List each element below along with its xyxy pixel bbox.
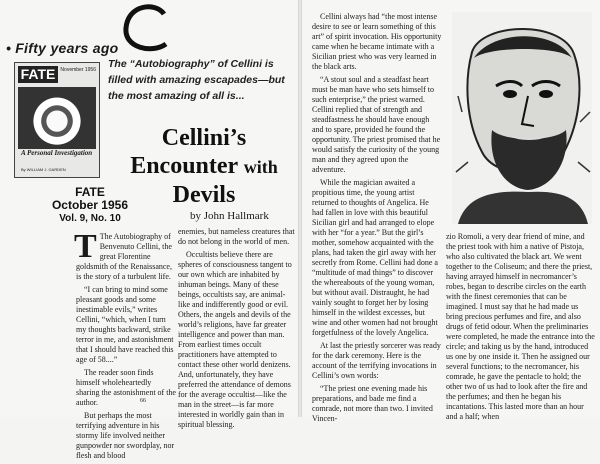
title-line2b: with — [243, 157, 278, 177]
paragraph: enemies, but nameless creatures that do not belong in the world of men. — [178, 227, 295, 246]
cover-author: By WILLIAM J. GARDEN — [21, 167, 66, 172]
issue-date: October 1956 — [51, 198, 129, 212]
title-line1: Cellini’s — [161, 125, 247, 151]
body-column-2 — [178, 227, 296, 433]
paragraph: “I can bring to mind some pleasant goods and some inestimable evils,” writes Cellini, “which, when I turn my thoughts backward, strike terror in me, and astonishment that I should have reached this age of 58....” — [76, 285, 174, 364]
body-column-4 — [446, 232, 596, 425]
magazine-cover — [14, 62, 100, 178]
body-column-3 — [312, 12, 442, 427]
byline: by John Hallmark — [190, 210, 269, 222]
cover-date: November 1956 — [60, 67, 96, 73]
section-header: • Fifty years ago — [6, 40, 119, 56]
paragraph: But perhaps the most terrifying adventure in his stormy life involved neither gunpowder nor swordplay, nor flesh and blood — [76, 411, 175, 460]
paragraph: At last the priestly sorcerer was ready for the dark ceremony. Here is the account of the terrifying invocations in Cellini’s own words: — [312, 341, 441, 380]
issue-volume: Vol. 9, No. 10 — [59, 213, 121, 224]
article-deck: The “Autobiography” of Cellini is filled with amazing escapades—but the most amazing of all is... — [108, 58, 285, 102]
title-line2a: Encounter — [130, 153, 238, 179]
cover-title: A Personal Investigation — [21, 149, 93, 157]
issue-name: FATE — [75, 185, 105, 199]
paragraph: zio Romoli, a very dear friend of mine, and the priest took with him a native of Pistoja, who also cultivated the black art. We went together to the Coliseum; and there the priest, having arrayed himself in necromancer’s robes, began to describe circles on the earth with the finest ceremonies that can be imagined. I must say that he had made us bring precious perfumes and fire, and also drugs of fetid odour. When the preliminaries were completed, he made the entrance into the circle; and taking us by the hand, introduced us one by one inside it. Then he assigned our several functions; to the necromancer, his comrade, he gave the pentacle to hold; the other two of us had to look after the fire and the perfumes; and then he began his incantations. This lasted more than an hour and a half; when — [446, 232, 595, 421]
book-gutter — [298, 0, 302, 417]
paragraph: Cellini always had “the most intense desire to see or learn something of this art” of spirit invocation. His opportunity came when he became intimate with a Sicilian priest who was very learned in the black arts. — [312, 12, 442, 71]
drop-cap: T — [74, 228, 97, 265]
cellini-portrait-illustration — [452, 12, 592, 224]
decorative-c-initial — [118, 0, 174, 56]
cover-masthead: FATE — [18, 66, 58, 83]
issue-info — [40, 186, 140, 225]
paragraph: “The priest one evening made his preparations, and bade me find a comrade, not more than two. I invited Vincen- — [312, 384, 433, 423]
article-title — [124, 124, 284, 209]
cover-illustration — [18, 87, 96, 149]
bullet-icon: • — [6, 40, 12, 56]
body-column-1 — [74, 228, 176, 464]
page-number: 66 — [140, 398, 146, 404]
title-line3: Devils — [172, 182, 236, 208]
paragraph: “A stout soul and a steadfast heart must be man have who sets himself to such enterprise,” the priest warned. Cellini replied that of strength and steadfastness he should have enough and to spare, provided he found the opportunity. The priest promised that he would satisfy the curiosity of the young man and they agreed upon the adventure. — [312, 75, 441, 174]
paragraph: T The Autobiography of Benvenuto Cellini, the great Florentine goldsmith of the Renaissance, is the story of a turbulent life. — [74, 228, 172, 281]
paragraph: While the magician awaited a propitious time, the young artist returned to thoughts of Angelica. He had fallen in love with this beautiful Sicilian girl and had arranged to elope with her “for a year.” But the girl’s mother, somehow acquainted with the plans, had taken the girl away with her secretly from Rome. Cellini had done a “multitude of mad things” to discover the whereabouts of the young woman, but without avail. Distraught, he had vainly sought to forget her by losing himself in the wildest excesses, but wine and other women had not brought forgetfulness of the lovely Angelica. — [312, 178, 438, 337]
paragraph: The reader soon finds himself wholeheartedly sharing the astonishment of the author. — [76, 368, 176, 407]
paragraph: Occultists believe there are spheres of consciousness tangent to our own which are inhabited by inhuman beings. Many of these beings, occultists say, are animal-like and indifferently good or evil. Others, the angels and devils of the world’s religions, have far greater intelligence and power than man. From earliest times occult practitioners have attempted to contact these other world denizens. And, unfortunately, they have preferred the attendance of demons for the average occultist—like the man in the street—is far more interested in worldly gain than in spiritual blessing. — [178, 250, 292, 429]
